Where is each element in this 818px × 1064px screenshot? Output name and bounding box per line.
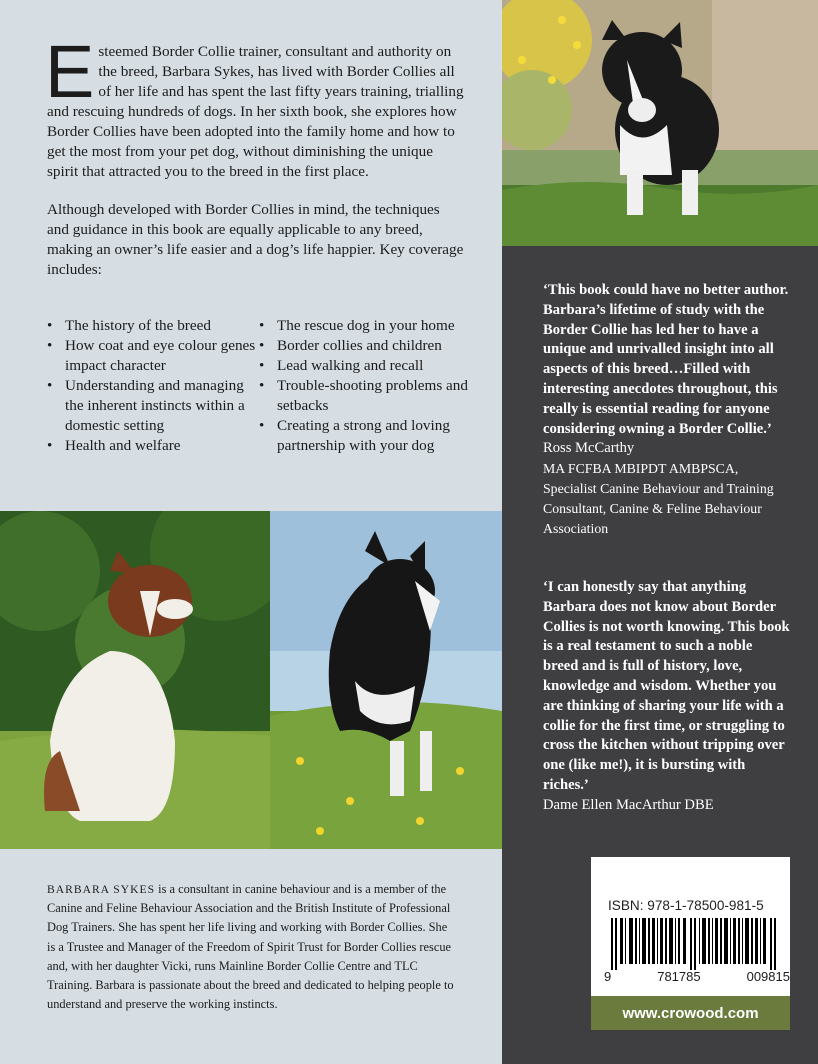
list-item: • Lead walking and recall [259,356,477,376]
list-item: • Border collies and children [259,336,477,356]
drop-cap: E [45,30,95,113]
list-item: • How coat and eye colour genes impact character [47,336,259,376]
barcode-digit-group: 781785 [657,969,701,984]
isbn-label: ISBN: 978-1-78500-981-5 [608,898,764,913]
list-item: • Understanding and managing the inherent instincts within a domestic setting [47,376,259,436]
intro-paragraph-2: Although developed with Border Collies in mind, the techniques and guidance in this book are equally applicable to any breed, making an owner’s life easier and a dog’s life happier. Key coverage includes: [47,201,464,278]
testimonial-1-credentials: MA FCFBA MBIPDT AMBPSCA, Specialist Canine Behaviour and Training Consultant, Canine & Feline Behaviour Association [543,461,774,536]
testimonial-1-author: Ross McCarthy [543,440,635,457]
running-collie-photo [270,511,502,849]
testimonial-2-text: ‘I can honestly say that anything Barbara does not know about Border Collies is not worth knowing. This book is a real testament to such a noble breed and is full of history, love, knowledge and wisdom. Whether you are thinking of sharing your life with a collie for the first time, or struggling to cross the kitchen without tripping over one (like me!), it is bursting with riches.’ [543,579,790,793]
author-bio [47,880,457,1014]
author-bio-text: is a consultant in canine behaviour and is a member of the Canine and Feline Behaviour Association and the British Institute of Professional Dog Trainers. She has spent her life living and working with Border Collies. She is a Trustee and Manager of the Freedom of Spirit Trust for Border Collies rescue and, with her daughter Vicki, runs Mainline Border Collie Centre and TLC Training. Barbara is passionate about the breed and dedicated to helping people to understand and preserve the working instincts. [47,882,454,1012]
testimonial-2-author: Dame Ellen MacArthur DBE [543,796,714,813]
intro-paragraph-1-text: steemed Border Collie trainer, consultant and authority on the breed, Barbara Sykes, has lived with Border Collies all of her life and has spent the last fifty years training, trialling and rescuing hundreds of dogs. In her sixth book, she explores how Border Collies have been adopted into the family home and how to get the most from your pet dog, without diminishing the unique spirit that attracted you to the breed in the first place. [47,43,464,180]
barcode-digit-group: 009815 [746,969,790,984]
list-item: • Creating a strong and loving partnership with your dog [259,416,477,456]
coverage-column-left [47,316,259,456]
list-item: • The history of the breed [47,316,259,336]
key-coverage-list [47,316,477,456]
testimonial-2 [543,578,791,816]
barcode [607,918,783,975]
list-item: • Trouble-shooting problems and setbacks [259,376,477,416]
list-item: • The rescue dog in your home [259,316,477,336]
intro-paragraph-1 [45,30,465,182]
brown-collie-photo [0,511,270,849]
publisher-website: www.crowood.com [591,996,790,1030]
barcode-digits [604,969,790,984]
author-name: BARBARA SYKES [47,883,156,896]
puppy-photo [502,0,818,246]
testimonial-1 [543,281,791,538]
coverage-column-right [259,316,477,456]
intro-text [45,30,465,280]
barcode-digit-group: 9 [604,969,612,984]
list-item: • Health and welfare [47,436,259,456]
testimonial-1-text: ‘This book could have no better author. Barbara’s lifetime of study with the Border Collie has led her to have a unique and unrivalled insight into all aspects of this breed…Filled with interesting anecdotes throughout, this really is essential reading for anyone considering owning a Border Collie.’ [543,282,789,437]
